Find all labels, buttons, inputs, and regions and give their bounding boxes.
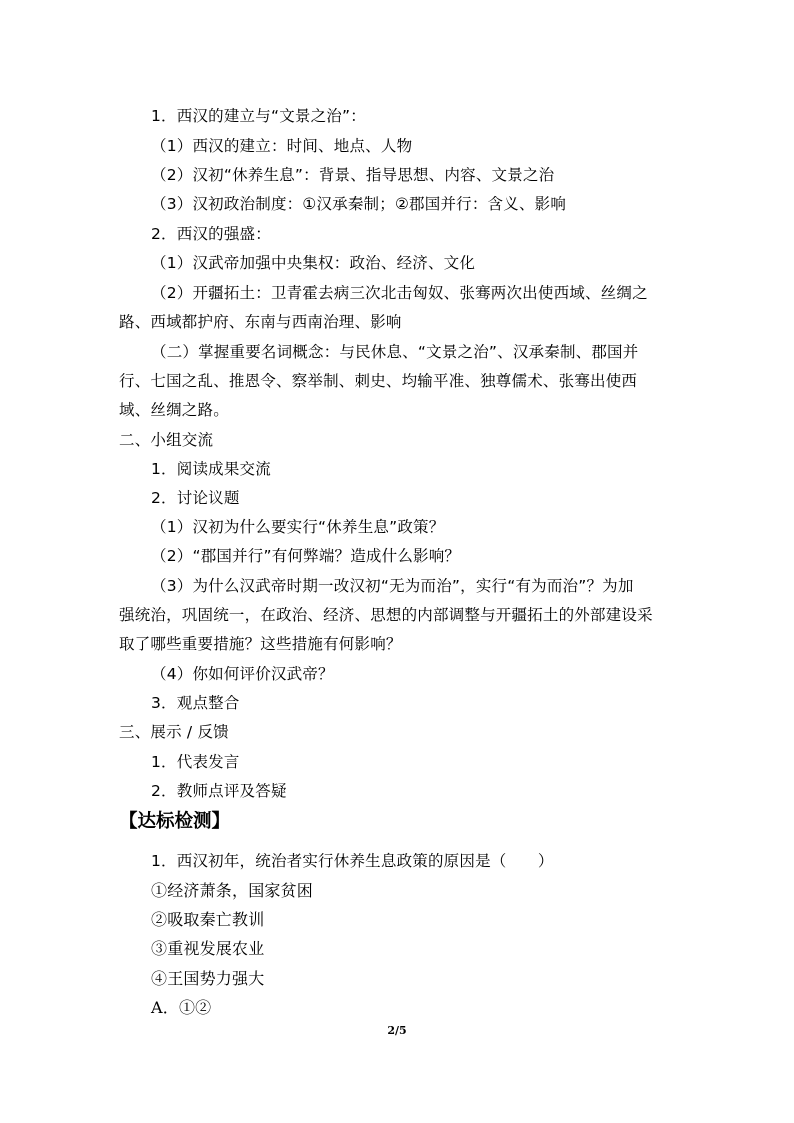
page-number: 2/5 [387, 1024, 407, 1037]
discussion-item-1: 1．阅读成果交流 [151, 460, 271, 478]
question-1-option-a: A．①② [151, 998, 212, 1017]
outline-subitem-2-1: （1）汉武帝加强中央集权：政治、经济、文化 [151, 254, 476, 272]
outline-subitem-1-1: （1）西汉的建立：时间、地点、人物 [151, 137, 413, 155]
question-1-item-4: ④王国势力强大 [151, 969, 265, 988]
discussion-question-3-cont-2: 取了哪些重要措施？这些措施有何影响？ [119, 635, 402, 653]
question-1-item-2: ②吸取秦亡教训 [151, 910, 265, 929]
outline-subitem-2-2: （2）开疆拓土：卫青霍去病三次北击匈奴、张骞两次出使西域、丝绸之 [151, 284, 648, 302]
section-group-discussion: 二、小组交流 [119, 431, 214, 449]
key-terms-paragraph-cont-1: 行、七国之乱、推恩令、察举制、刺史、均输平准、独尊儒术、张骞出使西 [119, 372, 638, 390]
outline-item-2: 2．西汉的强盛： [151, 225, 271, 243]
presentation-item-2: 2．教师点评及答疑 [151, 782, 287, 800]
question-1-stem: 1．西汉初年，统治者实行休养生息政策的原因是（ ） [151, 852, 554, 870]
discussion-question-2: （2）“郡国并行”有何弊端？造成什么影响？ [151, 547, 461, 565]
outline-subitem-1-2: （2）汉初“休养生息”：背景、指导思想、内容、文景之治 [151, 166, 555, 184]
discussion-question-4: （4）你如何评价汉武帝？ [151, 665, 334, 683]
outline-subitem-1-3: （3）汉初政治制度：①汉承秦制；②郡国并行：含义、影响 [151, 195, 567, 213]
discussion-question-3-cont-1: 强统治，巩固统一，在政治、经济、思想的内部调整与开疆拓土的外部建设采 [119, 606, 653, 624]
key-terms-paragraph: （二）掌握重要名词概念：与民休息、“文景之治”、汉承秦制、郡国并 [151, 343, 639, 361]
discussion-item-3: 3．观点整合 [151, 694, 240, 712]
section-heading-assessment: 【达标检测】 [119, 811, 231, 832]
question-1-item-3: ③重视发展农业 [151, 939, 265, 958]
discussion-item-2: 2．讨论议题 [151, 489, 240, 507]
section-presentation-feedback: 三、展示 / 反馈 [119, 723, 229, 741]
outline-item-1: 1．西汉的建立与“文景之治”： [151, 107, 366, 125]
question-1-item-1: ①经济萧条，国家贫困 [151, 881, 314, 900]
outline-subitem-2-2-cont: 路、西域都护府、东南与西南治理、影响 [119, 313, 402, 331]
discussion-question-3: （3）为什么汉武帝时期一改汉初“无为而治”，实行“有为而治”？为加 [151, 577, 634, 595]
key-terms-paragraph-cont-2: 域、丝绸之路。 [119, 401, 229, 419]
discussion-question-1: （1）汉初为什么要实行“休养生息”政策？ [151, 518, 445, 536]
presentation-item-1: 1．代表发言 [151, 753, 240, 771]
